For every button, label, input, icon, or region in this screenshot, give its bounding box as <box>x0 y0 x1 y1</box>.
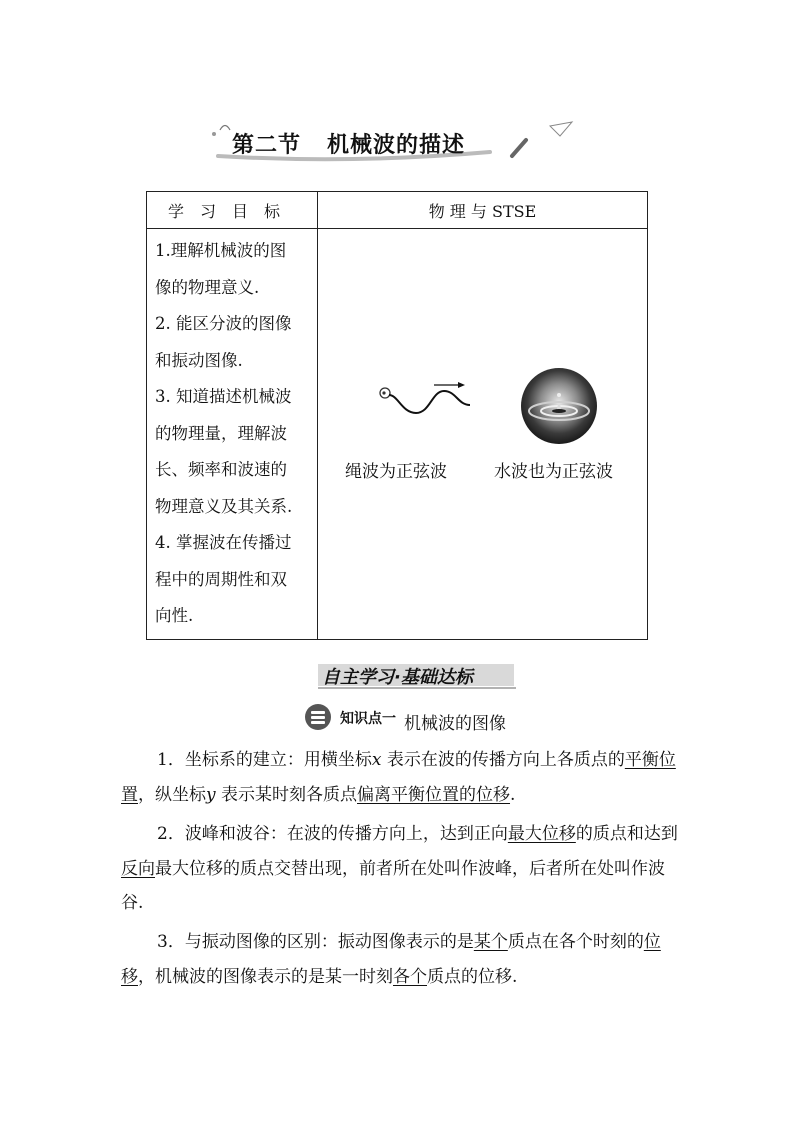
text-run: 最大位移的质点交替出现，前者所在处叫作波峰，后者所在处叫作波谷. <box>121 858 665 913</box>
knowledge-point-title: 机械波的图像 <box>404 714 506 734</box>
text-run: ，纵坐标 <box>138 784 206 805</box>
goal-line: 2. 能区分波的图像 <box>155 314 292 333</box>
header-physics-stse: 物 理 与 STSE <box>318 192 648 229</box>
rope-wave-icon <box>376 377 476 423</box>
stse-cell <box>318 229 648 640</box>
variable-x: x <box>371 750 382 770</box>
goal-line: 4. 掌握波在传播过 <box>155 533 292 552</box>
goal-line: 和振动图像. <box>155 350 243 370</box>
header-learning-goals: 学习目标 <box>147 192 318 229</box>
underlined-answer: 偏离平衡位置的位移 <box>357 784 511 805</box>
goal-line: 3. 知道描述机械波 <box>155 387 292 406</box>
underlined-answer: 反向 <box>121 858 155 879</box>
paragraph-3 <box>121 925 681 994</box>
underlined-answer: 某个 <box>473 932 508 952</box>
table-header-row <box>147 192 648 229</box>
goal-line: 程中的周期性和双 <box>155 569 287 589</box>
text-run: 质点在各个时刻的 <box>507 932 644 952</box>
text-run: 2．波峰和波谷：在波的传播方向上，达到正向 <box>157 824 508 844</box>
paragraph-2 <box>121 817 681 921</box>
underlined-answer: 最大位移 <box>507 824 576 844</box>
knowledge-point-label: 知识点一 <box>340 711 396 727</box>
underlined-answer: 位移 <box>121 932 661 987</box>
variable-y: y <box>206 784 216 805</box>
goal-line: 像的物理意义. <box>155 277 260 297</box>
goal-line: 的物理量，理解波 <box>155 423 287 443</box>
banner-right: 基础达标 <box>400 667 473 688</box>
goal-line: 向性. <box>155 606 194 625</box>
underlined-answer: 平衡位置 <box>121 750 676 805</box>
section-number: 第二节 <box>232 133 302 158</box>
text-run: 表示某时刻各质点 <box>215 784 358 805</box>
section-name: 机械波的描述 <box>327 133 466 158</box>
objectives-table <box>146 191 648 640</box>
text-run: 质点的位移. <box>427 966 518 987</box>
section-title <box>200 118 580 168</box>
goal-line: 物理意义及其关系. <box>155 496 293 516</box>
water-ripple-icon <box>520 367 598 445</box>
section-banner <box>318 662 518 688</box>
paragraph-1 <box>121 743 681 812</box>
banner-dot: · <box>394 667 401 688</box>
text-run: 表示在波的传播方向上各质点的 <box>381 750 625 770</box>
text-run: 3．与振动图像的区别：振动图像表示的是 <box>157 932 474 952</box>
goal-line: 长、频率和波速的 <box>155 460 287 479</box>
text-run: 1．坐标系的建立：用横坐标 <box>157 750 372 770</box>
table-body-row <box>147 229 648 640</box>
underlined-answer: 各个 <box>393 966 427 987</box>
book-stack-icon <box>304 703 332 731</box>
goals-cell <box>147 229 318 640</box>
banner-left: 自主学习 <box>322 667 394 688</box>
text-run: . <box>510 784 516 805</box>
text-run: ，机械波的图像表示的是某一时刻 <box>138 966 393 987</box>
goal-line: 1.理解机械波的图 <box>155 241 287 260</box>
text-run: 的质点和达到 <box>575 824 678 844</box>
caption-rope-wave: 绳波为正弦波 <box>345 462 447 482</box>
caption-water-wave: 水波也为正弦波 <box>494 462 613 482</box>
